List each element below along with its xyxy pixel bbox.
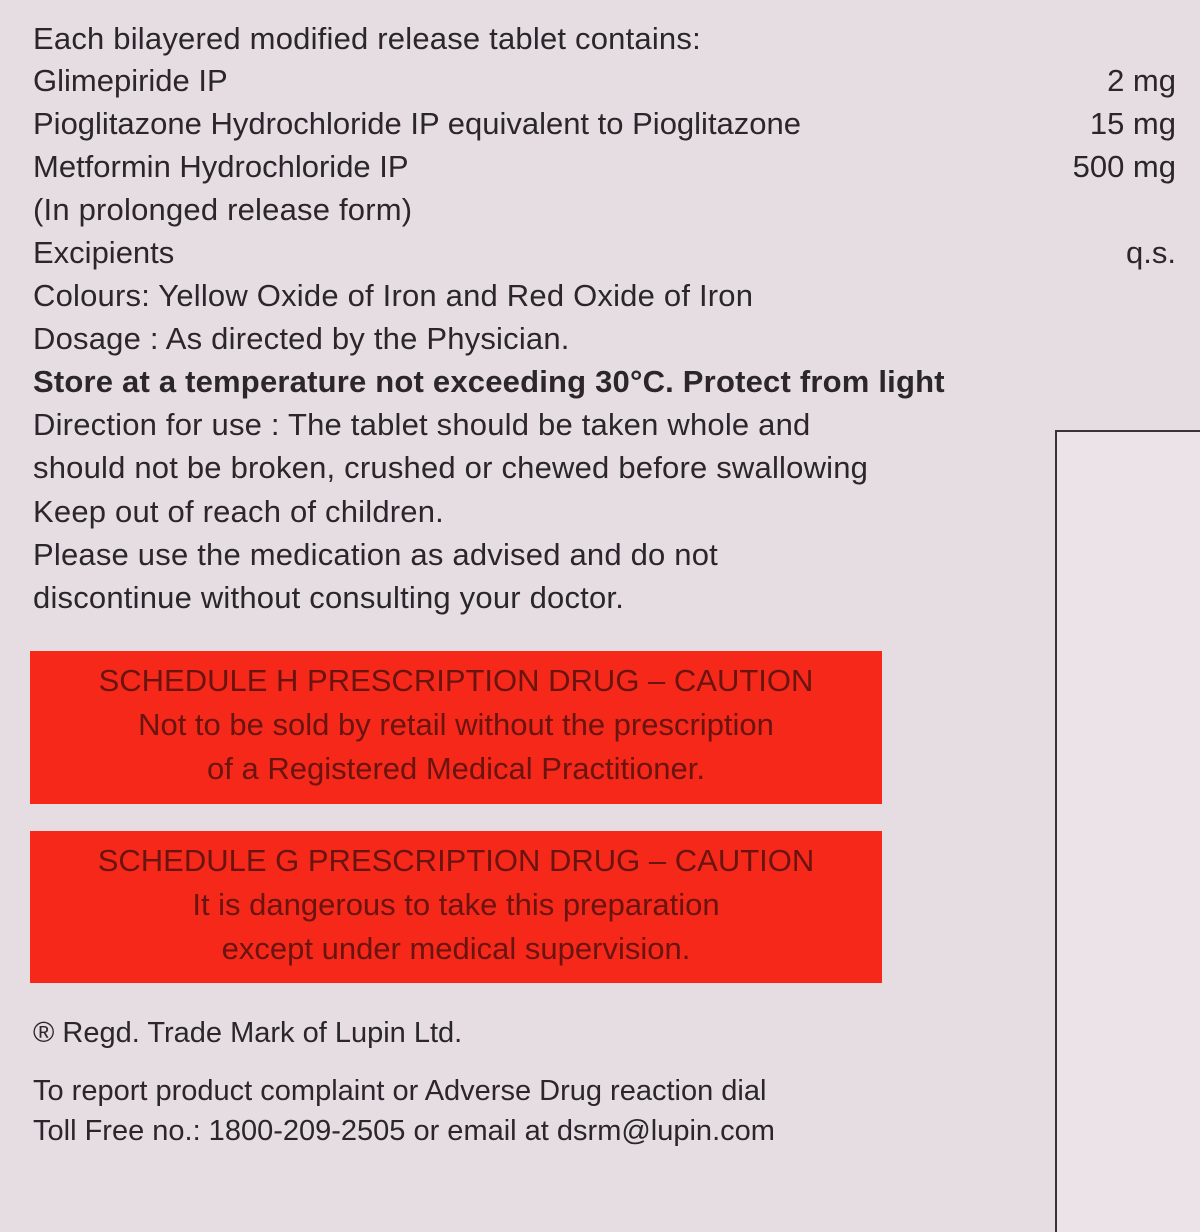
excipients-row [33,231,1176,274]
excipients-label: Excipients [33,235,175,270]
schedule-h-heading: SCHEDULE H PRESCRIPTION DRUG – CAUTION [98,663,814,698]
schedule-g-text: It is dangerous to take this preparation [192,887,720,922]
storage-warning: Store at a temperature not exceeding 30°C. Protect from light [33,364,945,399]
schedule-h-text: Not to be sold by retail without the prescription [138,707,774,742]
toll-free-line: Toll Free no.: 1800-209-2505 or email at dsrm@lupin.com [33,1115,775,1147]
schedule-h-caution-box [30,651,882,804]
schedule-g-caution-box [30,831,882,983]
schedule-h-text: of a Registered Medical Practitioner. [207,751,705,786]
advice-line: Please use the medication as advised and do not [33,537,718,572]
colours-line: Colours: Yellow Oxide of Iron and Red Oxide of Iron [33,278,754,313]
ingredient-amount: 2 mg [1107,63,1176,98]
schedule-g-text: except under medical supervision. [221,931,691,966]
ingredient-row [33,59,1176,102]
trademark-note: ® Regd. Trade Mark of Lupin Ltd. [33,1017,463,1049]
excipients-amount: q.s. [1126,235,1176,270]
direction-line: Direction for use : The tablet should be taken whole and [33,407,811,442]
schedule-g-heading: SCHEDULE G PRESCRIPTION DRUG – CAUTION [97,843,815,878]
children-warning: Keep out of reach of children. [33,494,444,529]
report-line: To report product complaint or Adverse Drug reaction dial [33,1075,767,1107]
blank-panel [1055,430,1200,1232]
ingredient-amount: 15 mg [1089,106,1176,141]
release-note: (In prolonged release form) [33,192,413,227]
dosage-line: Dosage : As directed by the Physician. [33,321,570,356]
direction-line: should not be broken, crushed or chewed before swallowing [33,450,869,485]
ingredient-name: Glimepiride IP [33,63,228,98]
ingredient-name: Metformin Hydrochloride IP [33,149,409,184]
composition-intro: Each bilayered modified release tablet contains: [33,21,701,56]
ingredient-name: Pioglitazone Hydrochloride IP equivalent to Pioglitazone [33,106,802,141]
advice-line: discontinue without consulting your doctor. [33,580,625,615]
ingredient-amount: 500 mg [1072,149,1176,184]
ingredient-row [33,102,1176,145]
ingredient-row [33,145,1176,188]
